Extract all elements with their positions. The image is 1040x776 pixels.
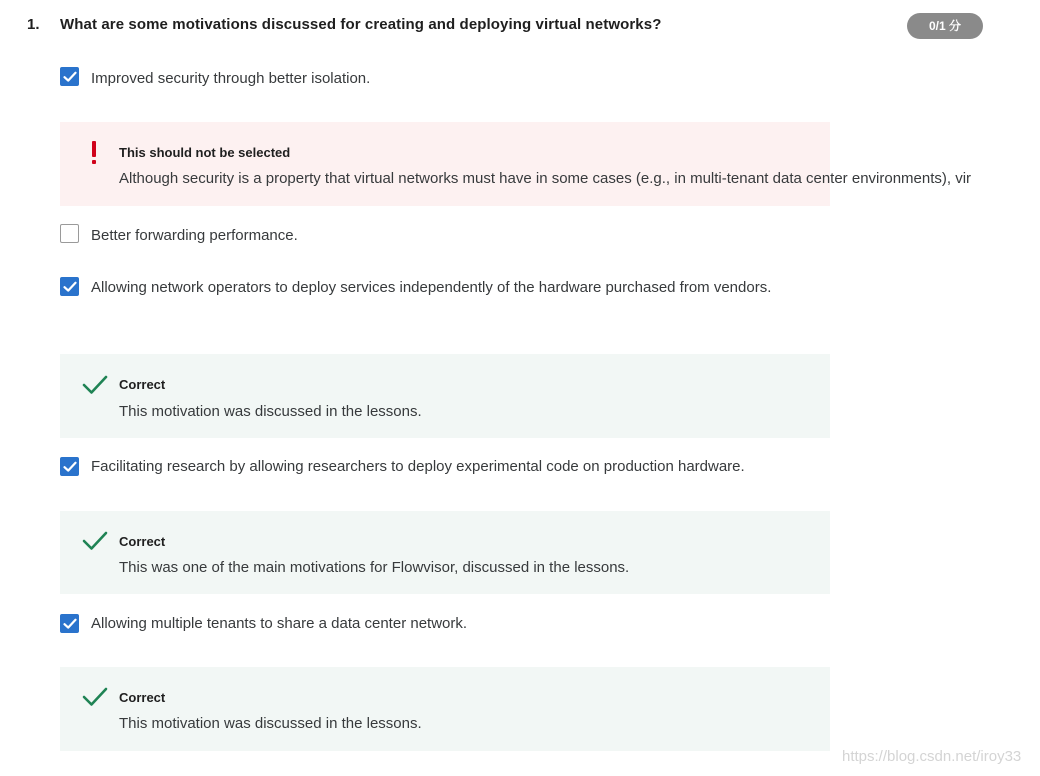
feedback-text: This motivation was discussed in the lessons.: [119, 715, 422, 732]
option-multiple-tenants[interactable]: [60, 612, 830, 635]
feedback-text: Although security is a property that virtual networks must have in some cases (e.g., in multi-tenant data center environments), vir: [119, 170, 972, 187]
option-facilitating-research[interactable]: [60, 455, 830, 478]
option-security[interactable]: [60, 67, 830, 90]
option-label: Better forwarding performance.: [91, 227, 298, 244]
option-label: Facilitating research by allowing researchers to deploy experimental code on production hardware.: [91, 458, 745, 475]
option-forwarding-performance[interactable]: [60, 224, 830, 247]
feedback-text: This was one of the main motivations for Flowvisor, discussed in the lessons.: [119, 559, 630, 576]
checkmark-icon: [82, 374, 108, 401]
feedback-correct: [60, 354, 830, 438]
question-title: What are some motivations discussed for creating and deploying virtual networks?: [60, 16, 662, 33]
feedback-heading: Correct: [119, 534, 166, 549]
checkmark-icon: [82, 686, 108, 713]
feedback-heading: Correct: [119, 690, 166, 705]
checkbox-checked-icon[interactable]: [60, 457, 79, 476]
option-label: Allowing multiple tenants to share a data center network.: [91, 615, 468, 632]
feedback-heading: Correct: [119, 377, 166, 392]
question-number: 1.: [27, 16, 40, 33]
option-deploy-services[interactable]: [60, 276, 830, 322]
watermark: https://blog.csdn.net/iroy33: [842, 748, 1022, 765]
checkmark-icon: [82, 530, 108, 557]
checkbox-checked-icon[interactable]: [60, 67, 79, 86]
checkbox-checked-icon[interactable]: [60, 614, 79, 633]
feedback-correct: [60, 511, 830, 594]
feedback-text: This motivation was discussed in the lessons.: [119, 403, 422, 420]
feedback-correct: [60, 667, 830, 751]
option-label: Improved security through better isolation.: [91, 70, 371, 87]
checkbox-unchecked-icon[interactable]: [60, 224, 79, 243]
feedback-incorrect: [60, 122, 972, 206]
option-label: Allowing network operators to deploy services independently of the hardware purchased from vendors.: [91, 279, 772, 296]
score-badge: 0/1 分: [907, 13, 983, 39]
exclamation-icon: [90, 140, 98, 171]
checkbox-checked-icon[interactable]: [60, 277, 79, 296]
feedback-heading: This should not be selected: [119, 145, 291, 160]
